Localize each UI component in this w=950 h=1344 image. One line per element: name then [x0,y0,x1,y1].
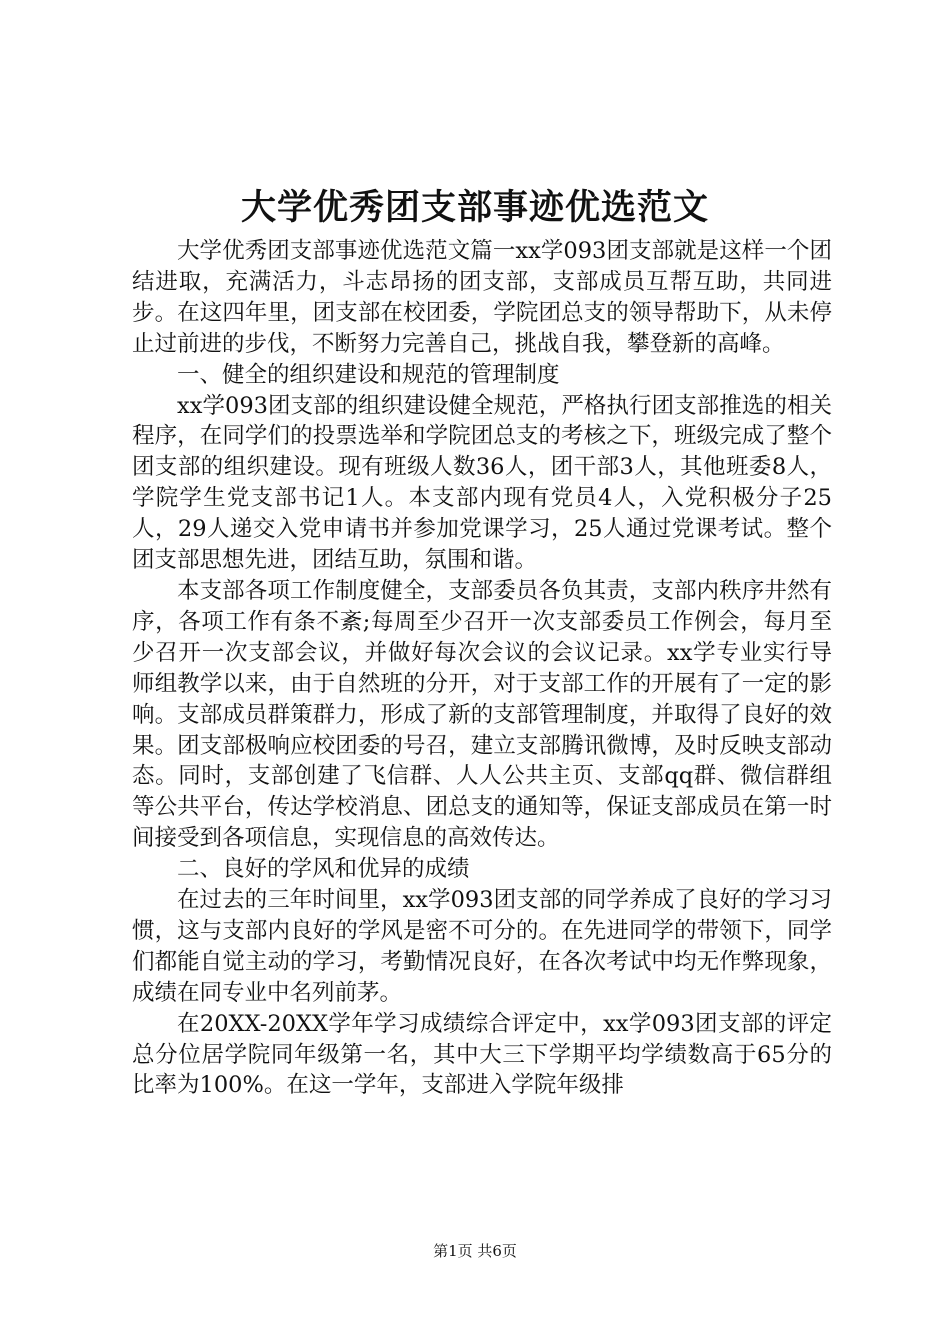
paragraph-grades: 在20XX-20XX学年学习成绩综合评定中，xx学093团支部的评定总分位居学院同年级第一名，其中大三下学期平均学绩数高于65分的比率为100%。在这一学年，支部进入学院年级排 [132,1010,832,1099]
paragraph-study-habits: 在过去的三年时间里，xx学093团支部的同学养成了良好的学习习惯，这与支部内良好的学风是密不可分的。在先进同学的带领下，同学们都能自觉主动的学习，考勤情况良好，在各次考试中均无作弊现象，成绩在同专业中名列前茅。 [132,887,832,1006]
document-title: 大学优秀团支部事迹优选范文 [240,187,709,228]
page-footer: 第1页 共6页 [433,1242,517,1260]
document-body [132,236,832,1101]
section-heading-1: 一、健全的组织建设和规范的管理制度 [177,361,560,388]
paragraph-management: 本支部各项工作制度健全，支部委员各负其责，支部内秩序井然有序，各项工作有条不紊;每周至少召开一次支部委员工作例会，每月至少召开一次支部会议，并做好每次会议的会议记录。xx学专业实行导师组教学以来，由于自然班的分开，对于支部工作的开展有了一定的影响。支部成员群策群力，形成了新的支部管理制度，并取得了良好的效果。团支部极响应校团委的号召，建立支部腾讯微博，及时反映支部动态。同时，支部创建了飞信群、人人公共主页、支部qq群、微信群组等公共平台，传达学校消息、团总支的通知等，保证支部成员在第一时间接受到各项信息，实现信息的高效传达。 [132,577,832,852]
paragraph-organization: xx学093团支部的组织建设健全规范，严格执行团支部推选的相关程序，在同学们的投票选举和学院团总支的考核之下，班级完成了整个团支部的组织建设。现有班级人数36人，团干部3人，其他班委8人，学院学生党支部书记1人。本支部内现有党员4人，入党积极分子25人，29人递交入党申请书并参加党课学习，25人通过党课考试。整个团支部思想先进，团结互助，氛围和谐。 [132,392,832,574]
section-heading-2: 二、良好的学风和优异的成绩 [177,856,470,883]
paragraph-intro: 大学优秀团支部事迹优选范文篇一xx学093团支部就是这样一个团结进取，充满活力，斗志昂扬的团支部，支部成员互帮互助，共同进步。在这四年里，团支部在校团委，学院团总支的领导帮助下，从未停止过前进的步伐，不断努力完善自己，挑战自我，攀登新的高峰。 [132,238,832,357]
